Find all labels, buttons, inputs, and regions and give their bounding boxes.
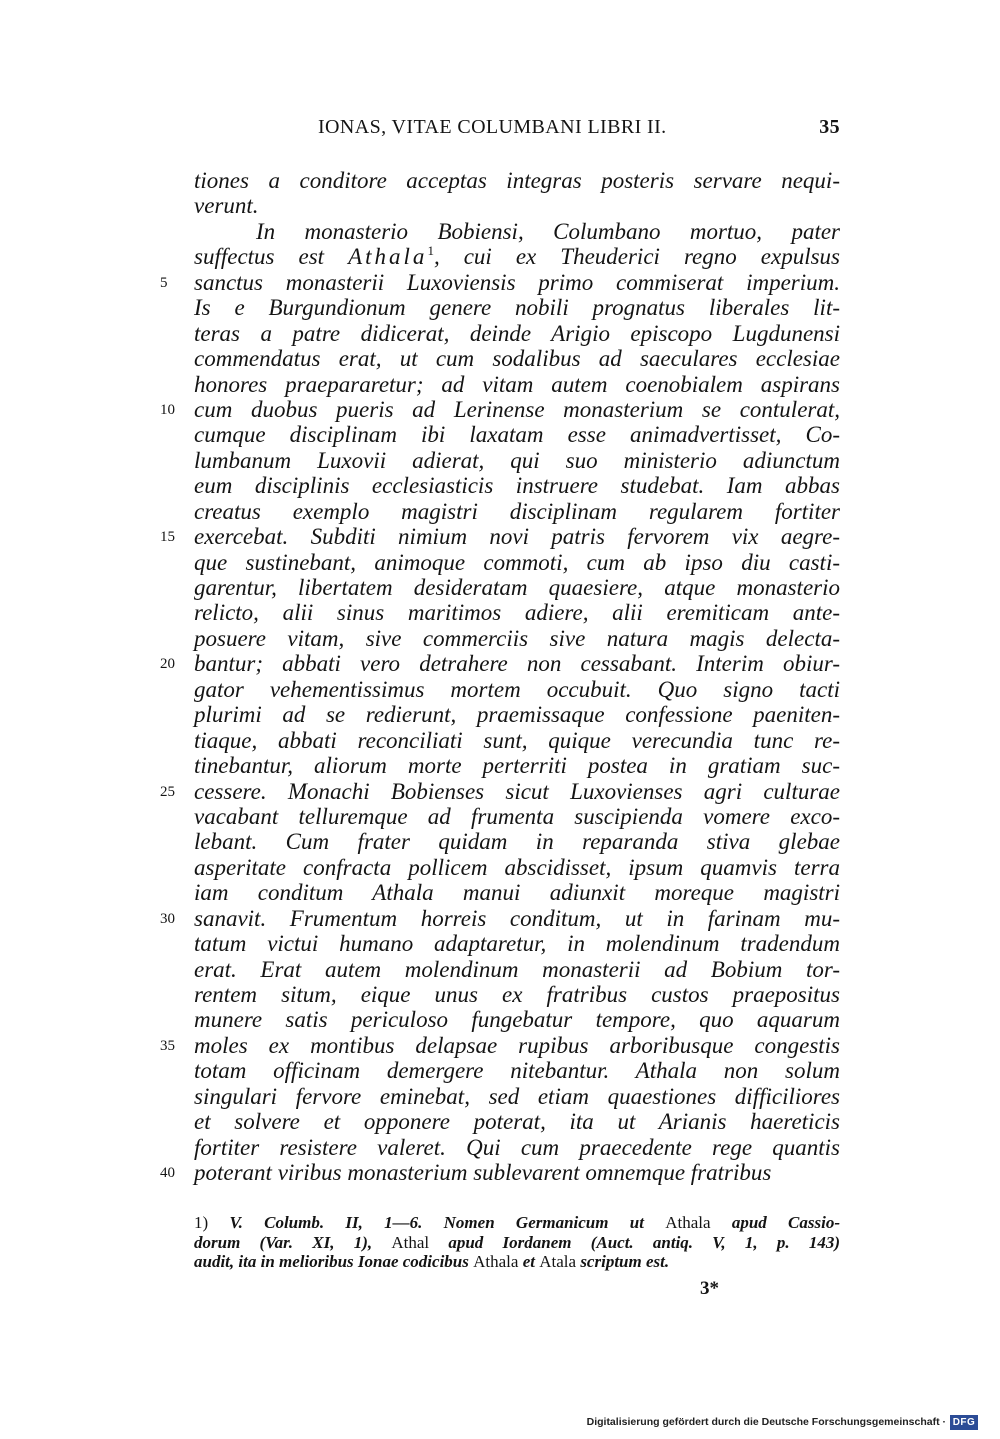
text-line: [194, 982, 840, 1007]
footnote-text: Athal: [391, 1232, 430, 1252]
text-line: [160, 905, 840, 931]
line-text: Is e Burgundionum genere nobili prognatus liberales lit-: [194, 295, 840, 321]
line-text: sanavit. Frumentum horreis conditum, ut in farinam mu-: [194, 905, 840, 931]
footnote-text: apud Iordanem (Auct. antiq. V, 1, p. 143): [429, 1232, 840, 1252]
text-line: [194, 855, 840, 880]
line-text: erat. Erat autem molendinum monasterii ad Bobium tor-: [194, 956, 840, 982]
line-text: teras a patre didicerat, deinde Arigio episcopo Lugdunensi: [194, 320, 840, 346]
text-line: [160, 778, 840, 804]
text-line: [194, 1109, 840, 1134]
line-text: , cui ex Theuderici regno expulsus: [433, 244, 840, 270]
text-line: [194, 575, 840, 600]
running-header: [318, 116, 840, 146]
line-number: 10: [160, 401, 175, 418]
footnote-text: scriptum est.: [576, 1252, 670, 1271]
text-line: [194, 1058, 840, 1083]
footnote-text: dorum (Var. XI, 1),: [194, 1232, 392, 1252]
line-text: In monasterio Bobiensi, Columbano mortuo, pater: [256, 218, 840, 244]
line-text: posuere vitam, sive commerciis sive natura magis delecta-: [194, 625, 840, 651]
line-text: plurimi ad se redierunt, praemissaque confessione paeniten-: [194, 702, 840, 728]
footnote-text: audit, ita in melioribus Ionae codicibus: [194, 1252, 474, 1271]
text-line: [194, 1135, 840, 1160]
page-number: 35: [819, 116, 840, 138]
text-line: [194, 1007, 840, 1032]
text-line: [194, 804, 840, 829]
line-text: tinebantur, aliorum morte perterriti postea in gratiam suc-: [194, 753, 840, 779]
footnote-marker: 1): [194, 1213, 209, 1232]
line-text: garentur, libertatem desideratam quaesiere, atque monasterio: [194, 575, 840, 600]
text-line: [160, 269, 840, 295]
line-text: tatum victui humano adaptaretur, in molendinum tradendum: [194, 931, 840, 957]
footnote-text: V. Columb. II, 1—6. Nomen Germanicum ut: [208, 1213, 666, 1232]
line-text: bantur; abbati vero detrahere non cessabant. Interim obiur-: [194, 651, 840, 677]
text-line: [194, 372, 840, 397]
line-text: poterant viribus monasterium sublevarent omnemque fratribus: [194, 1160, 772, 1186]
line-number: 40: [160, 1165, 175, 1182]
footnote-text: Atala: [539, 1252, 577, 1271]
text-line: [194, 626, 840, 651]
dfg-logo: DFG: [950, 1415, 978, 1430]
line-text: rentem situm, eique unus ex fratribus custos praepositus: [194, 982, 840, 1007]
line-text: verunt.: [194, 193, 259, 219]
line-text: lumbanum Luxovii adierat, qui suo ministerio adiunctum: [194, 447, 840, 473]
text-line: [194, 880, 840, 905]
line-text: gator vehementissimus mortem occubuit. Quo signo tacti: [194, 676, 840, 702]
text-line: [194, 677, 840, 702]
line-text: singulari fervore eminebat, sed etiam quaestiones difficiliores: [194, 1083, 840, 1109]
footnote-line: [194, 1252, 840, 1272]
line-number: 15: [160, 529, 175, 546]
line-text: totam officinam demergere nitebantur. Athala non solum: [194, 1058, 840, 1084]
line-text: sanctus monasterii Luxoviensis primo commiserat imperium.: [194, 269, 840, 295]
text-line: [194, 600, 840, 625]
signature-mark: 3*: [700, 1278, 719, 1299]
line-text: iam conditum Athala manui adiunxit moreque magistri: [194, 880, 840, 906]
line-text: eum disciplinis ecclesiasticis instruere studebat. Iam abbas: [194, 473, 840, 499]
line-text: moles ex montibus delapsae rupibus arboribusque congestis: [194, 1032, 840, 1058]
text-line: [194, 244, 840, 269]
text-line: [194, 753, 840, 778]
text-line: [194, 550, 840, 575]
text-line: [194, 448, 840, 473]
line-text: tiones a conditore acceptas integras posteris servare nequi-: [194, 168, 840, 193]
digitization-note: Digitalisierung gefördert durch die Deutsche Forschungsgemeinschaft ·: [586, 1416, 946, 1428]
text-line: [194, 829, 840, 854]
line-number: 35: [160, 1037, 175, 1054]
line-number: 25: [160, 783, 175, 800]
text-line: [194, 321, 840, 346]
spaced-name: Athala: [348, 244, 428, 270]
text-line: [194, 193, 840, 218]
running-title: IONAS, VITAE COLUMBANI LIBRI II.: [318, 116, 667, 138]
text-line: [194, 499, 840, 524]
line-text: cumque disciplinam ibi laxatam esse animadvertisset, Co-: [194, 422, 840, 448]
main-text: [160, 168, 840, 1186]
text-line: [194, 931, 840, 956]
text-line: [160, 396, 840, 422]
text-line: [194, 473, 840, 498]
text-line: [194, 346, 840, 371]
line-text: tiaque, abbati reconciliati sunt, quique verecundia tunc re-: [194, 727, 840, 753]
line-text: et solvere et opponere poterat, ita ut Arianis haereticis: [194, 1109, 840, 1135]
footnote-reference: 1: [427, 243, 434, 259]
footnote: [194, 1213, 840, 1272]
line-number: 5: [160, 274, 168, 291]
line-text: vacabant telluremque ad frumenta suscipienda vomere exco-: [194, 803, 840, 829]
line-text: honores praepararetur; ad vitam autem coenobialem aspirans: [194, 371, 840, 397]
line-text: exercebat. Subditi nimium novi patris fervorem vix aegre-: [194, 524, 840, 550]
line-number: 20: [160, 656, 175, 673]
line-text: lebant. Cum frater quidam in reparanda stiva glebae: [194, 829, 840, 855]
line-text: que sustinebant, animoque commoti, cum ab ipso diu casti-: [194, 549, 840, 575]
line-text: cum duobus pueris ad Lerinense monasterium se contulerat,: [194, 396, 840, 422]
text-line: [194, 168, 840, 193]
text-line: [194, 702, 840, 727]
line-text: munere satis periculoso fungebatur tempore, quo aquarum: [194, 1007, 840, 1033]
text-line: [194, 219, 840, 244]
line-text: creatus exemplo magistri disciplinam regularem fortiter: [194, 498, 840, 524]
text-line: [194, 1084, 840, 1109]
text-line: [160, 524, 840, 550]
footnote-text: Athala: [665, 1213, 711, 1232]
text-line: [160, 1160, 840, 1186]
footnote-text: apud Cassio-: [710, 1213, 840, 1232]
line-text: suffectus est: [194, 244, 349, 270]
text-line: [194, 295, 840, 320]
line-text: asperitate confracta pollicem abscidisset, ipsum quamvis terra: [194, 854, 840, 880]
footnote-text: et: [518, 1252, 540, 1271]
line-text: cessere. Monachi Bobienses sicut Luxovienses agri culturae: [194, 778, 840, 804]
footnote-text: Athala: [473, 1252, 519, 1271]
line-text: commendatus erat, ut cum sodalibus ad saeculares ecclesiae: [194, 346, 840, 372]
footnote-line: [194, 1233, 840, 1253]
line-text: relicto, alii sinus maritimos adiere, alii eremiticam ante-: [194, 600, 840, 626]
text-line: [160, 651, 840, 677]
text-line: [194, 957, 840, 982]
line-text: fortiter resistere valeret. Qui cum praecedente rege quantis: [194, 1134, 840, 1160]
text-line: [194, 728, 840, 753]
text-line: [160, 1032, 840, 1058]
line-number: 30: [160, 910, 175, 927]
text-line: [194, 422, 840, 447]
footnote-line: [194, 1213, 840, 1233]
